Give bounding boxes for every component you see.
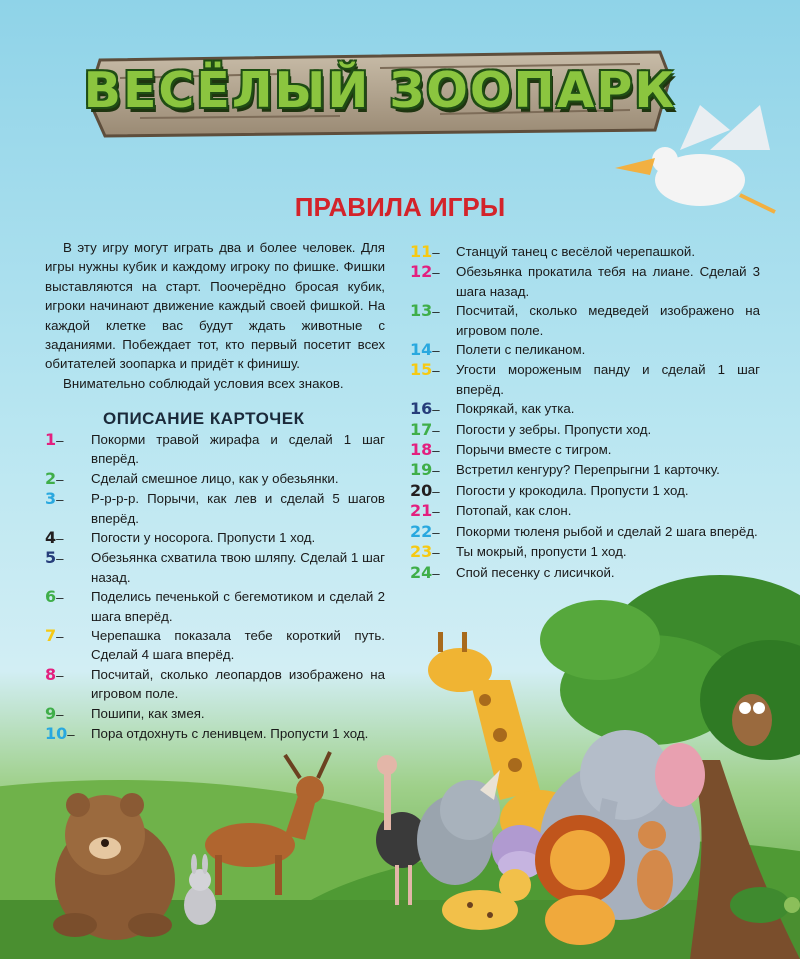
rule-text: Потопай, как слон. bbox=[456, 503, 572, 519]
rules-list-right bbox=[410, 242, 760, 583]
title-banner bbox=[80, 38, 680, 143]
rule-number bbox=[410, 360, 456, 399]
rule-item bbox=[410, 563, 760, 583]
rule-number bbox=[410, 340, 456, 360]
rule-number-digit: 16 bbox=[410, 399, 433, 419]
rule-number-digit: 4 bbox=[45, 528, 57, 548]
rule-number-digit: 12 bbox=[410, 262, 433, 282]
rule-text: Покорми тюленя рыбой и сделай 2 шага вперёд. bbox=[456, 523, 758, 539]
rule-number-digit: 14 bbox=[410, 340, 433, 360]
rule-item bbox=[45, 548, 385, 587]
rule-number bbox=[410, 242, 456, 262]
rule-dash: – bbox=[56, 492, 64, 508]
rule-dash: – bbox=[432, 504, 440, 520]
rule-item bbox=[45, 704, 385, 724]
rule-item bbox=[410, 399, 760, 419]
rule-text: Встретил кенгуру? Перепрыгни 1 карточку. bbox=[456, 462, 720, 478]
rule-number bbox=[410, 262, 456, 301]
rule-text: Обезьянка прокатила тебя на лиане. Сделай 3 шага назад. bbox=[456, 264, 760, 299]
rule-number bbox=[45, 665, 91, 704]
rule-number bbox=[45, 489, 91, 528]
rule-number-digit: 3 bbox=[45, 489, 57, 509]
rule-item bbox=[45, 626, 385, 665]
rule-number bbox=[410, 542, 456, 562]
rule-text: Полети с пеликаном. bbox=[456, 342, 586, 358]
rule-text: Пошипи, как змея. bbox=[91, 705, 205, 721]
rule-number bbox=[410, 301, 456, 340]
rule-text: Погости у носорога. Пропусти 1 ход. bbox=[91, 530, 316, 546]
rule-dash: – bbox=[432, 265, 440, 281]
rule-item bbox=[410, 460, 760, 480]
rule-dash: – bbox=[56, 667, 64, 683]
rule-number-digit: 17 bbox=[410, 419, 433, 439]
rule-text: Порычи вместе с тигром. bbox=[456, 442, 612, 458]
rule-dash: – bbox=[432, 402, 440, 418]
rule-item bbox=[410, 420, 760, 440]
rule-dash: – bbox=[432, 565, 440, 581]
rule-text: Угости мороженым панду и сделай 1 шаг вперёд. bbox=[456, 362, 760, 397]
rule-text: Спой песенку с лисичкой. bbox=[456, 564, 615, 580]
rule-item bbox=[410, 481, 760, 501]
rule-item bbox=[45, 587, 385, 626]
rule-number-digit: 1 bbox=[45, 430, 57, 449]
rule-number bbox=[45, 469, 91, 489]
rule-number bbox=[45, 724, 91, 744]
rule-dash: – bbox=[67, 727, 75, 743]
lion-icon bbox=[535, 815, 625, 945]
rule-number bbox=[45, 430, 91, 469]
rule-number-digit: 11 bbox=[410, 242, 433, 261]
cards-heading: ОПИСАНИЕ КАРТОЧЕК bbox=[103, 409, 305, 428]
rule-number bbox=[45, 587, 91, 626]
rules-list-left bbox=[45, 430, 385, 745]
rule-item bbox=[45, 528, 385, 548]
rule-number bbox=[410, 481, 456, 501]
rule-number-digit: 19 bbox=[410, 460, 433, 480]
rule-dash: – bbox=[56, 706, 64, 722]
rule-text: Поделись печенькой с бегемотиком и сделай 2 шага вперёд. bbox=[91, 589, 385, 624]
rule-number-digit: 6 bbox=[45, 587, 57, 607]
intro-paragraph: В эту игру могут играть два и более человек. Для игры нужны кубик и каждому игроку по фишке. Фишки выставляются на старт. Поочерёдно бросая кубик, игроки начинают движение каждый своей фишкой. На каждой клетке вас будут ждать животные с заданиями. Побеждает тот, кто первый посетит всех обитателей зоопарка и придёт к финишу. bbox=[45, 240, 385, 372]
rule-item bbox=[45, 665, 385, 704]
rule-number-digit: 18 bbox=[410, 440, 433, 460]
intro-text bbox=[45, 238, 385, 393]
rule-number-digit: 9 bbox=[45, 703, 57, 723]
rule-dash: – bbox=[56, 590, 64, 606]
rule-dash: – bbox=[432, 483, 440, 499]
rule-number bbox=[410, 563, 456, 583]
rule-item bbox=[410, 340, 760, 360]
rule-number bbox=[410, 420, 456, 440]
owl-icon bbox=[732, 694, 772, 746]
rule-text: Погости у крокодила. Пропусти 1 ход. bbox=[456, 482, 689, 498]
rule-dash: – bbox=[432, 422, 440, 438]
rule-item bbox=[410, 360, 760, 399]
rule-number bbox=[45, 528, 91, 548]
page-title: ВЕСЁЛЫЙ ЗООПАРК bbox=[83, 62, 677, 119]
rule-text: Посчитай, сколько леопардов изображено на игровом поле. bbox=[91, 666, 385, 702]
rule-number-digit: 24 bbox=[410, 562, 433, 582]
rule-number bbox=[410, 399, 456, 419]
rule-text: Посчитай, сколько медведей изображено на игровом поле. bbox=[456, 303, 760, 338]
rule-dash: – bbox=[432, 443, 440, 459]
rule-dash: – bbox=[56, 629, 64, 645]
rule-number-digit: 10 bbox=[45, 724, 68, 744]
rule-item bbox=[45, 489, 385, 528]
rule-dash: – bbox=[432, 245, 440, 260]
rule-dash: – bbox=[432, 545, 440, 561]
rule-number bbox=[410, 522, 456, 542]
rule-text: Обезьянка схватила твою шляпу. Сделай 1 шаг назад. bbox=[91, 550, 385, 585]
rule-number-digit: 13 bbox=[410, 301, 433, 321]
rule-text: Черепашка показала тебе короткий путь. Сделай 4 шага вперёд. bbox=[91, 628, 385, 663]
rule-number bbox=[45, 704, 91, 724]
rule-text: Сделай смешное лицо, как у обезьянки. bbox=[91, 470, 339, 486]
rule-number bbox=[410, 460, 456, 480]
rule-text: Ты мокрый, пропусти 1 ход. bbox=[456, 544, 627, 560]
rule-item bbox=[410, 542, 760, 562]
rule-number bbox=[45, 548, 91, 587]
rule-dash: – bbox=[432, 524, 440, 540]
rule-item bbox=[45, 469, 385, 489]
rule-item bbox=[410, 301, 760, 340]
rule-item bbox=[45, 430, 385, 469]
rule-dash: – bbox=[432, 463, 440, 479]
rule-dash: – bbox=[432, 343, 440, 359]
rule-item bbox=[410, 440, 760, 460]
rule-item bbox=[410, 522, 760, 542]
rule-text: Покорми травой жирафа и сделай 1 шаг вперёд. bbox=[91, 432, 385, 467]
rule-dash: – bbox=[56, 433, 64, 448]
rule-number bbox=[410, 440, 456, 460]
rule-number-digit: 2 bbox=[45, 468, 57, 488]
rule-number-digit: 23 bbox=[410, 542, 433, 562]
rule-item bbox=[410, 242, 760, 262]
rule-dash: – bbox=[432, 304, 440, 320]
rule-number-digit: 15 bbox=[410, 360, 433, 380]
rule-text: Покрякай, как утка. bbox=[456, 401, 575, 417]
rule-number bbox=[45, 626, 91, 665]
rule-dash: – bbox=[56, 471, 64, 487]
rules-heading: ПРАВИЛА ИГРЫ bbox=[294, 192, 506, 222]
rule-number-digit: 22 bbox=[410, 521, 433, 541]
rule-number-digit: 21 bbox=[410, 501, 433, 521]
rule-number-digit: 8 bbox=[45, 664, 57, 684]
rule-text: Погости у зебры. Пропусти ход. bbox=[456, 421, 652, 437]
rule-item bbox=[410, 262, 760, 301]
rule-text: Р-р-р-р. Порычи, как лев и сделай 5 шагов вперёд. bbox=[91, 491, 385, 526]
rule-dash: – bbox=[432, 363, 440, 379]
rule-number-digit: 20 bbox=[410, 480, 433, 500]
rule-number bbox=[410, 501, 456, 521]
rule-item bbox=[45, 724, 385, 744]
intro-paragraph: Внимательно соблюдай условия всех знаков. bbox=[63, 375, 344, 391]
rule-number-digit: 7 bbox=[45, 626, 57, 646]
rule-dash: – bbox=[56, 531, 64, 547]
rule-item bbox=[410, 501, 760, 521]
rule-number-digit: 5 bbox=[45, 548, 57, 568]
rule-dash: – bbox=[56, 551, 64, 567]
rule-text: Пора отдохнуть с ленивцем. Пропусти 1 ход. bbox=[91, 726, 369, 742]
rule-text: Станцуй танец с весёлой черепашкой. bbox=[456, 244, 696, 259]
